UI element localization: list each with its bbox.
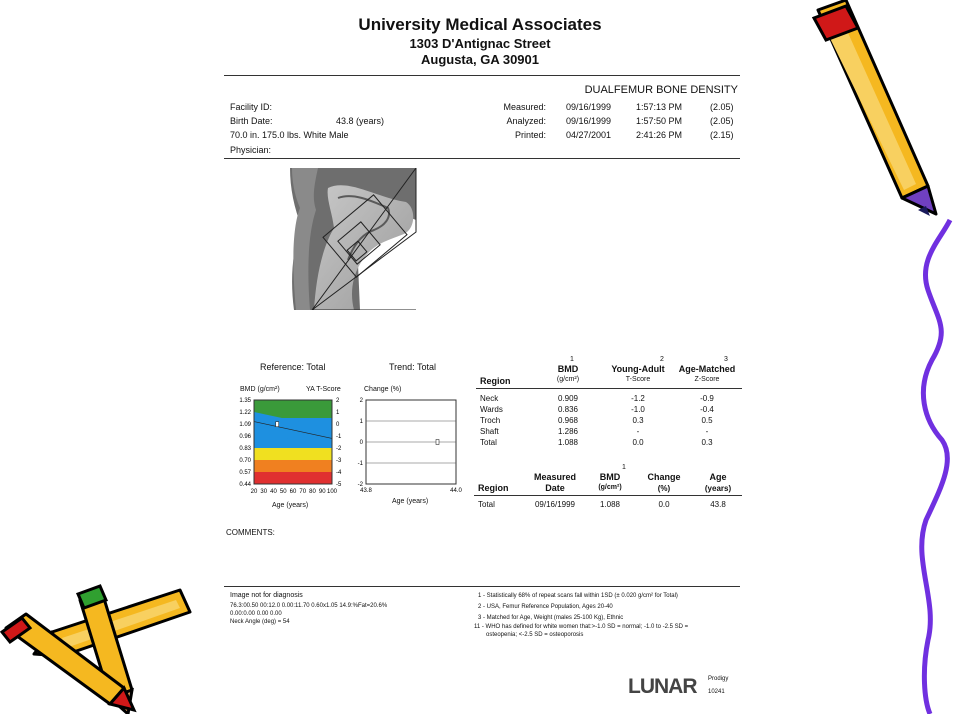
- row-troch-z: 0.5: [701, 416, 713, 425]
- header-rule: [224, 75, 740, 76]
- femur-scan-image: [288, 168, 422, 310]
- table2-sup-bmd: 1: [622, 464, 626, 471]
- reference-y-tick: 0.70: [239, 458, 251, 464]
- reference-data-point: [276, 422, 279, 427]
- brand-serial: 10241: [708, 689, 725, 695]
- reference-x-tick: 60: [289, 489, 297, 495]
- reference-t-tick: 0: [336, 422, 340, 428]
- pencil-clipart-left: [0, 580, 200, 714]
- reference-y-tick: 0.44: [239, 482, 251, 488]
- row-total-t: 0.0: [632, 438, 644, 447]
- table2-row-age: 43.8: [710, 500, 726, 509]
- footer-left-line-1: Image not for diagnosis: [230, 592, 303, 599]
- reference-t-tick: -2: [336, 446, 342, 452]
- reference-y-ticks: [239, 398, 251, 488]
- trend-y-tick: 0: [359, 440, 363, 446]
- sup-ya: 2: [660, 356, 664, 363]
- measured-time: 1:57:13 PM: [636, 102, 683, 112]
- table2-header-date1: Measured: [533, 472, 577, 482]
- facility-id-label: Facility ID:: [230, 102, 273, 112]
- table2-row-region: Total: [478, 500, 495, 509]
- footer-rule: [224, 586, 740, 587]
- row-troch-region: Troch: [480, 416, 501, 425]
- table1-header-ya-unit: T-Score: [625, 376, 651, 383]
- analyzed-date: 09/16/1999: [566, 116, 612, 126]
- footnote-1: 1 - Statistically 68% of repeat scans fall within 1SD (± 0.020 g/cm² for Total): [478, 593, 678, 599]
- table1-header-am: Age-Matched: [678, 364, 736, 374]
- printed-version: (2.15): [710, 130, 734, 140]
- reference-x-tick: 40: [270, 489, 277, 495]
- reference-y-tick: 1.35: [239, 398, 251, 404]
- table2-header-change: Change: [647, 472, 681, 482]
- footer-left-line-3: 0.00:0.00 0.00 0.00: [230, 611, 282, 617]
- reference-label: Reference: Total: [260, 362, 326, 372]
- reference-chart: [232, 394, 350, 506]
- bmd-axis-label: BMD (g/cm²): [240, 386, 280, 393]
- row-neck-z: -0.9: [700, 394, 714, 403]
- row-wards-t: -1.0: [631, 405, 645, 414]
- row-troch-t: 0.3: [632, 416, 644, 425]
- table1-header-region: Region: [480, 376, 511, 386]
- footnote-2: 2 - USA, Femur Reference Population, Ages 20-40: [478, 604, 613, 610]
- reference-zone: [254, 448, 332, 460]
- reference-x-tick: 100: [326, 489, 338, 495]
- footnote-3: 3 - Matched for Age, Weight (males 25-100 Kg), Ethnic: [478, 615, 624, 621]
- trend-y-tick: -2: [357, 482, 363, 488]
- row-neck-bmd: 0.909: [557, 394, 579, 403]
- trend-x-tick: 43.8: [360, 488, 372, 494]
- footer-left-line-4: Neck Angle (deg) = 54: [230, 619, 290, 625]
- reference-t-tick: -1: [336, 434, 342, 440]
- reference-x-ticks: [251, 489, 338, 495]
- reference-x-tick: 80: [309, 489, 316, 495]
- analyzed-label: Analyzed:: [506, 116, 546, 126]
- ya-axis-label: YA T-Score: [306, 386, 341, 393]
- reference-y-tick: 0.96: [239, 434, 251, 440]
- trend-title: Change (%): [364, 386, 402, 393]
- reference-t-tick: -4: [336, 470, 342, 476]
- footnote-11-cont: osteopenia; <-2.5 SD = osteoporosis: [486, 632, 584, 638]
- row-troch-bmd: 0.968: [557, 416, 579, 425]
- table2-header-region: Region: [478, 483, 509, 493]
- trend-label: Trend: Total: [389, 362, 437, 372]
- reference-y-tick: 0.57: [239, 470, 251, 476]
- reference-zone: [254, 460, 332, 472]
- trend-x-axis-label: Age (years): [392, 498, 429, 505]
- row-wards-z: -0.4: [700, 405, 714, 414]
- reference-x-tick: 90: [318, 489, 326, 495]
- reference-t-ticks: [336, 398, 342, 488]
- info-rule: [224, 158, 740, 159]
- reference-y-tick: 0.83: [239, 446, 251, 452]
- table2-header-change-unit: (%): [657, 484, 671, 493]
- row-neck-t: -1.2: [631, 394, 645, 403]
- measured-label: Measured:: [503, 102, 546, 112]
- reference-x-axis-label: Age (years): [272, 502, 309, 509]
- table2-header-bmd: BMD: [599, 472, 621, 482]
- table2-row-change: 0.0: [658, 500, 670, 509]
- trend-chart: [352, 394, 462, 500]
- reference-x-tick: 30: [260, 489, 268, 495]
- table2-header-age-unit: (years): [704, 484, 732, 493]
- row-shaft-bmd: 1.286: [557, 427, 579, 436]
- row-shaft-region: Shaft: [480, 427, 499, 436]
- table2-header-date2: Date: [545, 483, 565, 493]
- table1-header-am-unit: Z-Score: [694, 376, 720, 383]
- footnote-11: 11 - WHO has defined for white women that:>-1.0 SD = normal; -1.0 to -2.5 SD =: [474, 624, 689, 630]
- lunar-logo: LUNAR: [628, 675, 697, 698]
- footer-left-line-2: 76.3:00.50 00:12.0 0.00:11.70 0.60x1.05 14.9:%Fat=20.6%: [230, 603, 388, 609]
- reference-y-tick: 1.09: [239, 422, 251, 428]
- row-total-bmd: 1.088: [557, 438, 579, 447]
- reference-x-tick: 70: [299, 489, 307, 495]
- reference-x-tick: 50: [279, 489, 287, 495]
- row-total-region: Total: [480, 438, 497, 447]
- table1-header-ya: Young-Adult: [611, 364, 665, 374]
- table1-header-bmd-unit: (g/cm²): [556, 376, 580, 383]
- row-wards-region: Wards: [480, 405, 503, 414]
- birth-date-label: Birth Date:: [230, 116, 273, 126]
- row-neck-region: Neck: [480, 394, 499, 403]
- table2-row-bmd: 1.088: [599, 500, 621, 509]
- trend-y-ticks: [358, 398, 364, 488]
- measured-date: 09/16/1999: [566, 102, 612, 112]
- brand-model: Prodigy: [708, 676, 729, 682]
- reference-t-tick: -5: [336, 482, 342, 488]
- trend-point: [436, 440, 439, 445]
- report-title: DUALFEMUR BONE DENSITY: [584, 84, 738, 96]
- pencil-clipart-right: [800, 0, 960, 714]
- trend-x-ticks: [360, 488, 462, 494]
- decorative-squiggle: [922, 220, 950, 714]
- analyzed-version: (2.05): [710, 116, 734, 126]
- table2-header-age: Age: [709, 472, 727, 482]
- org-city: Augusta, GA 30901: [420, 52, 539, 67]
- table2-rule: [474, 495, 742, 496]
- trend-data-point: [436, 440, 439, 445]
- table1-rule: [476, 388, 742, 389]
- trend-y-tick: 1: [359, 419, 363, 425]
- patient-stats: 70.0 in. 175.0 lbs. White Male: [230, 130, 349, 140]
- printed-time: 2:41:26 PM: [636, 130, 683, 140]
- reference-y-tick: 1.22: [239, 410, 251, 416]
- row-total-z: 0.3: [701, 438, 713, 447]
- sup-am: 3: [724, 356, 728, 363]
- table2-row-date: 09/16/1999: [534, 500, 576, 509]
- measured-version: (2.05): [710, 102, 734, 112]
- row-shaft-t: -: [636, 427, 640, 436]
- reference-t-tick: -3: [336, 458, 342, 464]
- analyzed-time: 1:57:50 PM: [636, 116, 683, 126]
- trend-y-tick: -1: [357, 461, 363, 467]
- trend-x-tick: 44.0: [450, 488, 462, 494]
- table1-header-bmd: BMD: [557, 364, 579, 374]
- row-shaft-z: -: [705, 427, 709, 436]
- org-street: 1303 D'Antignac Street: [409, 36, 551, 51]
- reference-zone: [254, 472, 332, 484]
- reference-t-tick: 2: [336, 398, 340, 404]
- printed-label: Printed:: [514, 130, 546, 140]
- reference-t-tick: 1: [336, 410, 340, 416]
- sup-bmd: 1: [570, 356, 574, 363]
- printed-date: 04/27/2001: [566, 130, 612, 140]
- org-name: University Medical Associates: [358, 15, 602, 34]
- row-wards-bmd: 0.836: [557, 405, 579, 414]
- reference-x-tick: 20: [250, 489, 258, 495]
- table2-header-bmd-unit: (g/cm²): [598, 484, 622, 491]
- reference-point: [276, 422, 279, 427]
- comments-label: COMMENTS:: [226, 528, 275, 537]
- birth-date-value: 43.8 (years): [336, 116, 385, 126]
- pencil-icon: [814, 0, 936, 216]
- physician-label: Physician:: [230, 145, 272, 155]
- trend-y-tick: 2: [359, 398, 363, 404]
